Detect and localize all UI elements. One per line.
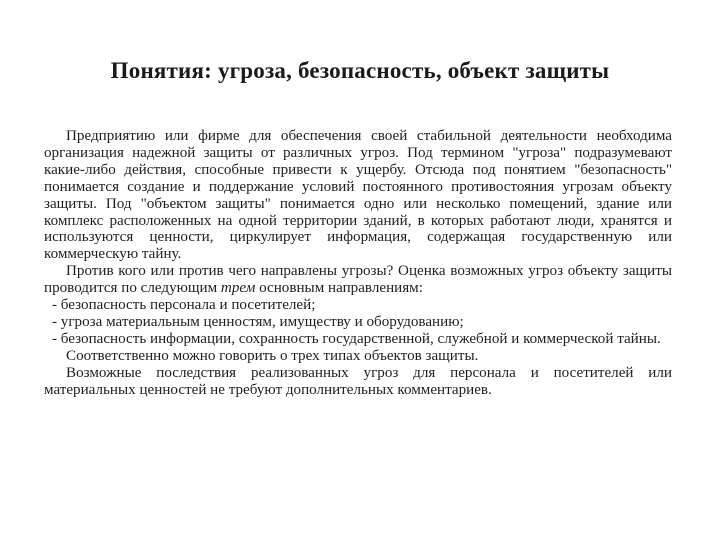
list-item-personnel: - безопасность персонала и посетителей; <box>52 297 316 314</box>
paragraph-intro: Предприятию или фирме для обеспечения своей стабильной деятельности необходима организация надежной защиты от различных угроз. Под термином "угроза" подразумевают какие-либо действия, способные привести к ущербу. Отсюда под понятием "безопасность" понимается создание и поддержание условий постоянного противостояния угрозам объекту защиты. Под "объектом защиты" понимается одно или несколько помещений, здание или комплекс расположенных на одной территории зданий, в которых работают люди, хранятся и используются ценности, циркулирует информация, содержащая государственную или коммерческую тайну. <box>44 128 672 263</box>
question-text-after: основным направлениям: <box>255 280 423 297</box>
slide-title: Понятия: угроза, безопасность, объект защиты <box>110 58 610 83</box>
question-emphasis: трем <box>220 280 256 297</box>
slide-body <box>44 128 672 399</box>
paragraph-question <box>44 263 672 297</box>
list-item-assets: - угроза материальным ценностям, имуществу и оборудованию; <box>52 313 464 330</box>
paragraph-types: Соответственно можно говорить о трех типах объектов защиты. <box>66 347 479 364</box>
question-text-before: Против кого или против чего направлены угрозы? Оценка возможных угроз объекту защиты проводится по следующим <box>44 263 672 297</box>
list-item-information: - безопасность информации, сохранность государственной, служебной и коммерческой тайны. <box>52 330 661 347</box>
paragraph-conclusion: Возможные последствия реализованных угроз для персонала и посетителей или материальных ценностей не требуют дополнительных комментариев. <box>44 364 672 398</box>
